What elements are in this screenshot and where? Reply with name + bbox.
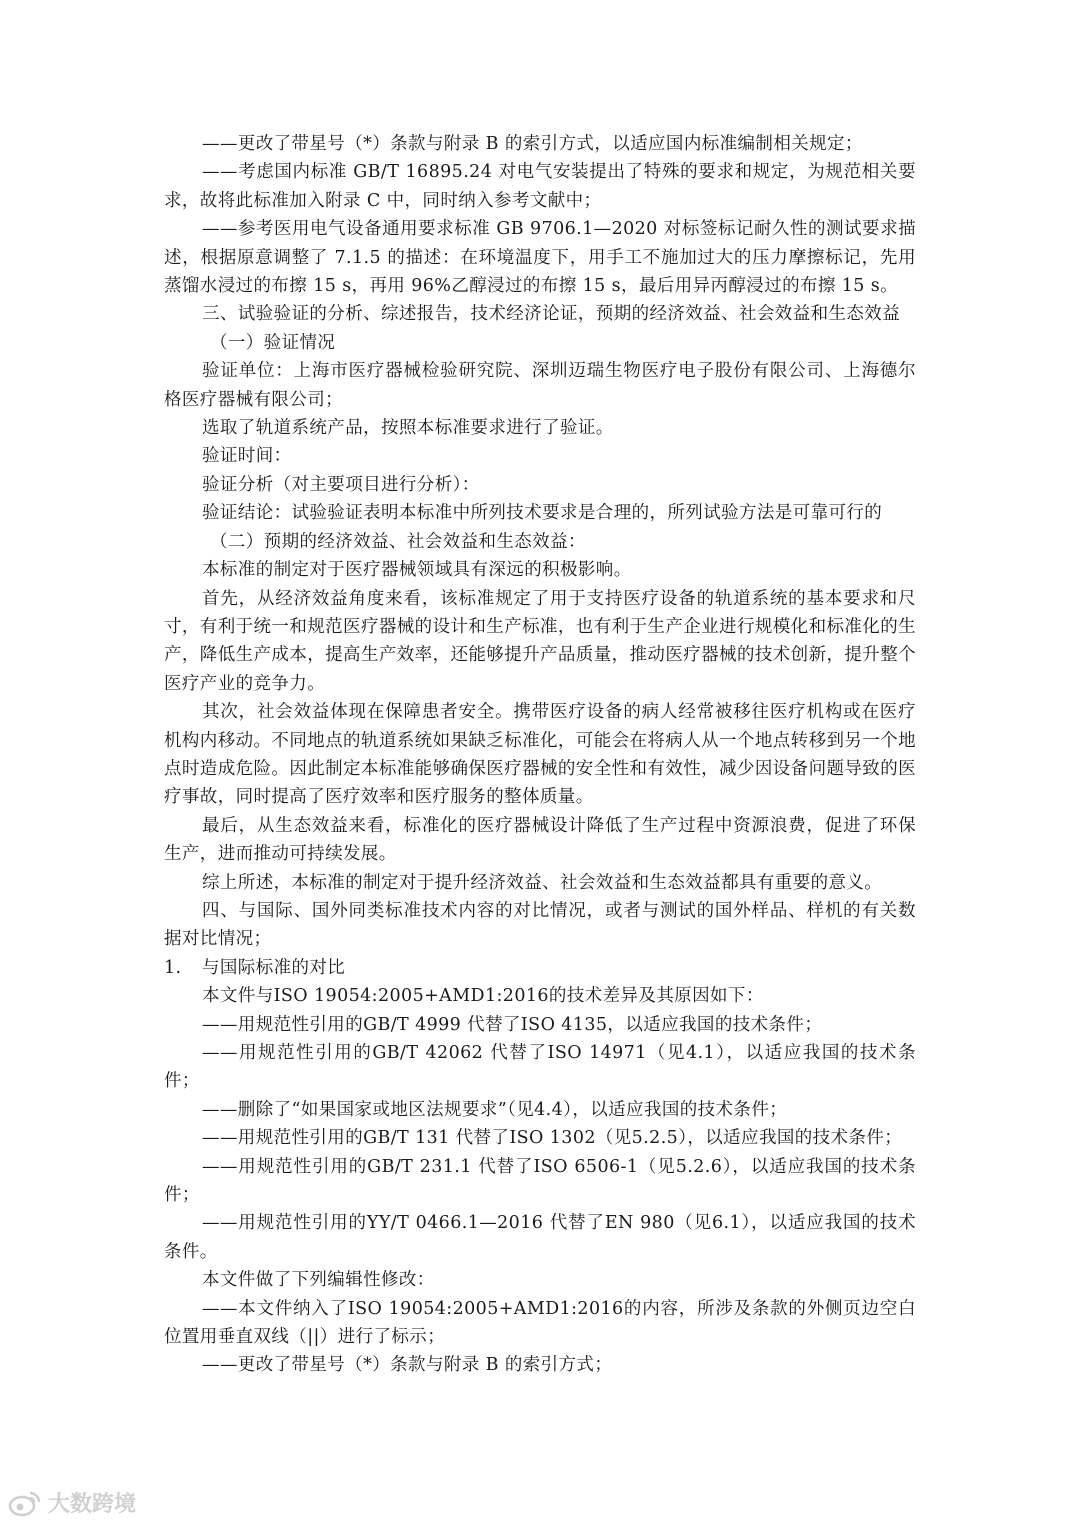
paragraph: 验证时间： (202, 446, 292, 467)
subsection-heading: （一）验证情况 (210, 332, 336, 353)
watermark (8, 1487, 136, 1518)
paragraph: 综上所述，本标准的制定对于提升经济效益、社会效益和生态效益都具有重要的意义。 (202, 872, 883, 893)
paragraph: ——更改了带星号（*）条款与附录 B 的索引方式，以适应国内标准编制相关规定； (202, 134, 863, 154)
paragraph: 选取了轨道系统产品，按照本标准要求进行了验证。 (202, 418, 614, 439)
paragraph: 其次，社会效益体现在保障患者安全。携带医疗设备的病人经常被移往医疗机构或在医疗机构内移动。不同地点的轨道系统如果缺乏标准化，可能会在将病人从一个地点转移到另一个地点时造成危险。因此制定本标准能够确保医疗器械的安全性和有效性，减少因设备问题导致的医疗事故，同时提高了医疗效率和医疗服务的整体质量。 (164, 702, 916, 808)
list-item: ——删除了“如果国家或地区法规要求”（见4.4），以适应我国的技术条件； (202, 1099, 788, 1120)
paragraph: 本标准的制定对于医疗器械领域具有深远的积极影响。 (202, 560, 632, 581)
paragraph: 本文件与ISO 19054:2005+AMD1:2016的技术差异及其原因如下： (202, 986, 764, 1007)
paragraph: 本文件做了下列编辑性修改： (202, 1270, 435, 1291)
subsection-heading: （二）预期的经济效益、社会效益和生态效益： (210, 531, 586, 552)
paragraph: 验证结论：试验验证表明本标准中所列技术要求是合理的，所列试验方法是可靠可行的 (202, 503, 883, 524)
paragraph: 验证分析（对主要项目进行分析）： (202, 474, 480, 495)
document-body (164, 130, 916, 1380)
paragraph: 验证单位：上海市医疗器械检验研究院、深圳迈瑞生物医疗电子股份有限公司、上海德尔格医疗器械有限公司； (164, 361, 916, 410)
list-item: ——用规范性引用的GB/T 4999 代替了ISO 4135，以适应我国的技术条件； (202, 1014, 823, 1035)
numbered-heading (164, 954, 916, 982)
section-heading: 三、试验验证的分析、综述报告，技术经济论证，预期的经济效益、社会效益和生态效益 (202, 304, 901, 325)
weibo-logo-icon (8, 1489, 42, 1517)
numbered-heading-number: 1. (164, 957, 182, 978)
section-heading: 四、与国际、国外同类标准技术内容的对比情况，或者与测试的国外样品、样机的有关数据对比情况； (164, 900, 916, 950)
watermark-text: 大数跨境 (48, 1492, 137, 1517)
list-item: ——更改了带星号（*）条款与附录 B 的索引方式； (202, 1355, 613, 1376)
paragraph: 最后，从生态效益来看，标准化的医疗器械设计降低了生产过程中资源浪费，促进了环保生产，进而推动可持续发展。 (164, 815, 916, 865)
paragraph: ——考虑国内标准 GB/T 16895.24 对电气安装提出了特殊的要求和规定，为规范相关要求，故将此标准加入附录 C 中，同时纳入参考文献中； (164, 162, 916, 211)
list-item: ——本文件纳入了ISO 19054:2005+AMD1:2016的内容，所涉及条款的外侧页边空白位置用垂直双线（||）进行了标示； (164, 1298, 916, 1348)
paragraph: 首先，从经济效益角度来看，该标准规定了用于支持医疗设备的轨道系统的基本要求和尺寸，有利于统一和规范医疗器械的设计和生产标准，也有利于生产企业进行规模化和标准化的生产，降低生产成本，提高生产效率，还能够提升产品质量，推动医疗器械的技术创新，提升整个医疗产业的竞争力。 (164, 588, 916, 694)
list-item: ——用规范性引用的YY/T 0466.1—2016 代替了EN 980（见6.1），以适应我国的技术条件。 (164, 1213, 916, 1262)
list-item: ——用规范性引用的GB/T 42062 代替了ISO 14971（见4.1），以适应我国的技术条件； (164, 1043, 916, 1092)
numbered-heading-text: 与国际标准的对比 (202, 957, 346, 978)
list-item: ——用规范性引用的GB/T 231.1 代替了ISO 6506-1（见5.2.6），以适应我国的技术条件； (164, 1156, 916, 1206)
list-item: ——用规范性引用的GB/T 131 代替了ISO 1302（见5.2.5），以适应我国的技术条件； (202, 1128, 903, 1149)
paragraph: ——参考医用电气设备通用要求标准 GB 9706.1—2020 对标签标记耐久性的测试要求描述，根据原意调整了 7.1.5 的描述：在环境温度下，用手工不施加过大的压力摩擦标记，先用蒸馏水浸过的布擦 15 s，再用 96%乙醇浸过的布擦 15 s，最后用异丙醇浸过的布擦 15 s。 (164, 219, 916, 297)
